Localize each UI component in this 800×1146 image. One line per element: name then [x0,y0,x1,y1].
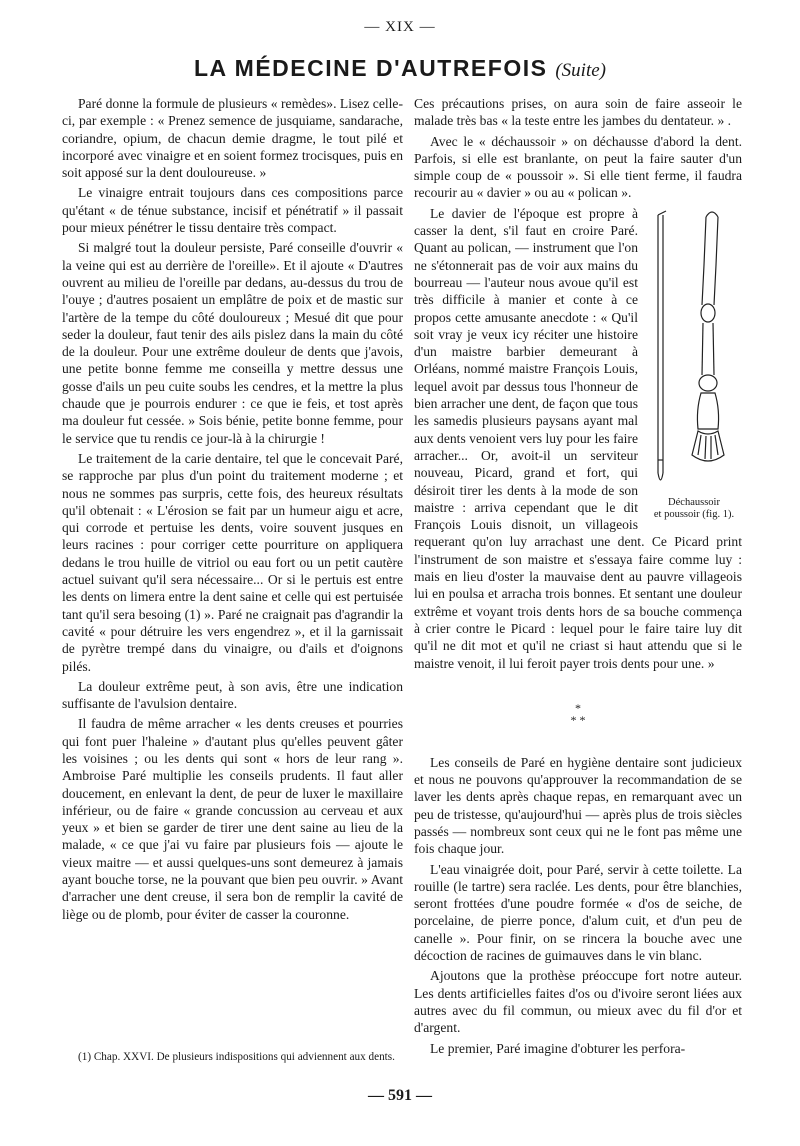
poussoir-drawing [692,212,724,461]
title-suite: (Suite) [555,60,606,81]
paragraph: L'eau vinaigrée doit, pour Paré, servir à cette toilette. La rouille (le tartre) sera raclée. Les dents, pour être blanchies, seront frottées d'une poudre formée « d'os de seiche, de porcelaine, de pierre ponce, d'alum cuit, et d'un peu de canelle ». Pour finir, on se rincera la bouche avec une décoction de racines de guimauves dans le vin blanc. [414,861,742,964]
footnote [62,1051,403,1065]
paragraph: La douleur extrême peut, à son avis, être une indication suffisante de l'avulsion dentaire. [62,678,403,712]
paragraph: Le premier, Paré imagine d'obturer les perfora- [430,1040,686,1056]
paragraph: Paré donne la formule de plusieurs « remèdes». Lisez celle-ci, par exemple : « Prenez semence de jusquiame, sandarache, coriandre, opium, de chacun demie dragme, le tout pilé et incorporé avec vinaigre et en soient formez trocisques, puis en soit apposé sur la dent douloureuse. » [62,96,403,181]
dechaussoir-drawing [658,211,666,480]
paragraph: Les conseils de Paré en hygiène dentaire sont judicieux et nous ne pouvons qu'approuver la recommandation de se laver les dents après chaque repas, en remarquant avec un peu de tristesse, qu'aujourd'hui — après plus de trois siècles passés — nombreux sont ceux qui ne le font pas même une fois chaque jour. [414,754,742,857]
paragraph: Il faudra de même arracher « les dents creuses et pourries qui font puer l'haleine » d'autant plus qu'elles peuvent gâter les voisines ; ou les dents qui sont « hors de leur rang ». Ambroise Paré multiplie les conseils prudents. Il faut aller doucement, en enlevant la dent, de peur de luxer le maxillaire inférieur, ou de faire « grande concussion au cerveau et aux yeux » et bien se garder de tirer une dent saine au lieu de la malade, « ce que j'ai vu faire par plusieurs fois — ajoute le vieux maitre — et aussi quelques-uns sont demeurez à jamais ayant bouche torse, ne la pouvant que bien peu ouvrir. » Avant d'arracher une dent creuse, il sera bon de remplir la cavité de liège ou de plomb, pour éviter de casser la couronne. [62,716,403,922]
dental-instruments-illustration [646,205,742,495]
title-main: LA MÉDECINE D'AUTREFOIS [193,55,548,81]
paragraph: Le vinaigre entrait toujours dans ces compositions parce qu'étant « de ténue substance, incisif et pénétratif » il passait pour mieux pénétrer le tissu dentaire très compact. [62,185,403,236]
caption-line: Déchaussoir [668,496,720,508]
article-title [0,55,800,82]
section-separator [414,702,742,726]
running-head: — XIX — [364,19,436,35]
paragraph: Avec le « déchaussoir » on déchausse d'abord la dent. Parfois, si elle est branlante, on peut la faire sauter d'un simple coup de « poussoir ». Si elle tient ferme, il faudra recourir au « davier » ou au « polican ». [414,133,742,201]
right-column [414,95,742,1060]
instrument-figure [646,205,742,527]
separator-star: * [575,700,581,715]
page-number: — 591 — [368,1087,432,1104]
left-column [62,95,403,926]
paragraph: Le traitement de la carie dentaire, tel que le concevait Paré, se rapproche par plus d'un point du traitement moderne ; et nous ne sommes pas surpris, cette fois, des heureux résultats qu'il obtenait : « L'érosion se fait par un humeur aigu et acre, qui corrode et pertuise les dents, voire souvent jusques en leurs racines : pour corriger cette pourriture on appliquera dedans le trou huille de vitriol ou eau fort ou un petit cautère actuel suivant qu'il sera nécessaire... Or si le pertuis est entre les dents on limera entre la dent saine et celle qui est pertuisée tant qu'il sera besoing (1) ». Paré ne craignait pas d'agrandir la cavité « pour détruire les vers engendrez », et il la garnissait de pyrètre trempé dans du vinaigre, ou d'ails et d'oignons pilés. [62,450,403,674]
paragraph: Ajoutons que la prothèse préoccupe fort notre auteur. Les dents artificielles faites d'os ou d'ivoire seront liées aux autres avec du fil commun, ou mieux avec du fil d'or et d'argent. [414,968,742,1036]
caption-line: et poussoir (fig. 1). [653,508,735,520]
figure-caption [646,497,742,521]
separator-stars: * * [570,712,586,727]
paragraph: Le davier de l'époque est propre à casser la dent, s'il faut en croire Paré. Quant au polican, — instrument que l'on ne s'étonnerait pas de voir aux mains du bourreau — l'auteur nous avoue qu'il est très difficile à manier et conte à ce propos cette amusante anecdote : « Qu'il soit vray je veux icy réciter une histoire d'un maistre barbier demeurant à Orléans, nommé maistre François Louis, lequel avoit par dessus tous l'honneur de bien arracher une dent, de façon que tous les samedis plusieurs paysans ayant mal aux dents venoient vers luy pour les faire arracher... Or, avoit-il un serviteur nouveau, Picard, grand et fort, qui désiroit tirer les dents à la mode de son maistre : arriva cependant que le dit François Louis disnoit, un villageois requerant qu'on luy arrachast une dent. Ce Picard print l'instrument de son maistre et s'essaya faire comme luy : mais en lieu d'oster la mauvaise dent au pauvre villageois lui en poulsa et arracha trois bonnes. Et sentant une douleur extrême et voyant trois dents hors de sa bouche commença à crier contre le Picard : lequel pour le faire taire luy dit qu'il ne dit mot et qu'il ne criast si haut attendu que si le maistre venoit, il lui feroit payer trois dents pour une. » [414,205,742,671]
footnote-text: (1) Chap. XXVI. De plusieurs indispositions qui adviennent aux dents. [78,1051,395,1063]
paragraph: Ces précautions prises, on aura soin de faire asseoir le malade très bas « la teste entre les jambes du dentateur. » . [414,96,742,129]
paragraph: Si malgré tout la douleur persiste, Paré conseille d'ouvrir « la veine qui est au derrière de l'oreille». Et il ajoute « D'autres ouvrent au milieu de l'oreille par dedans, au-dessus du trou de l'ouye ; d'autres posaient un emplâtre de poix et de mastic sur l'artère de la tempe du côté douloureux ; Mesué dit que pour seder la douleur, faut tenir des ails pislez dans la main du côté de la douleur. Pour une extrême douleur de dents que j'avois, une petite bonne femme me conseilla y mettre dessus une gosse d'ails un peu cuite soubs les cendres, et la mettre la plus chaude que je pourrois endurer : ce que ie feis, et tost après ma douleur fut cessée. » Sois bénie, petite bonne femme, pour le service que tu rendis ce jour-là à la chirurgie ! [62,240,403,446]
